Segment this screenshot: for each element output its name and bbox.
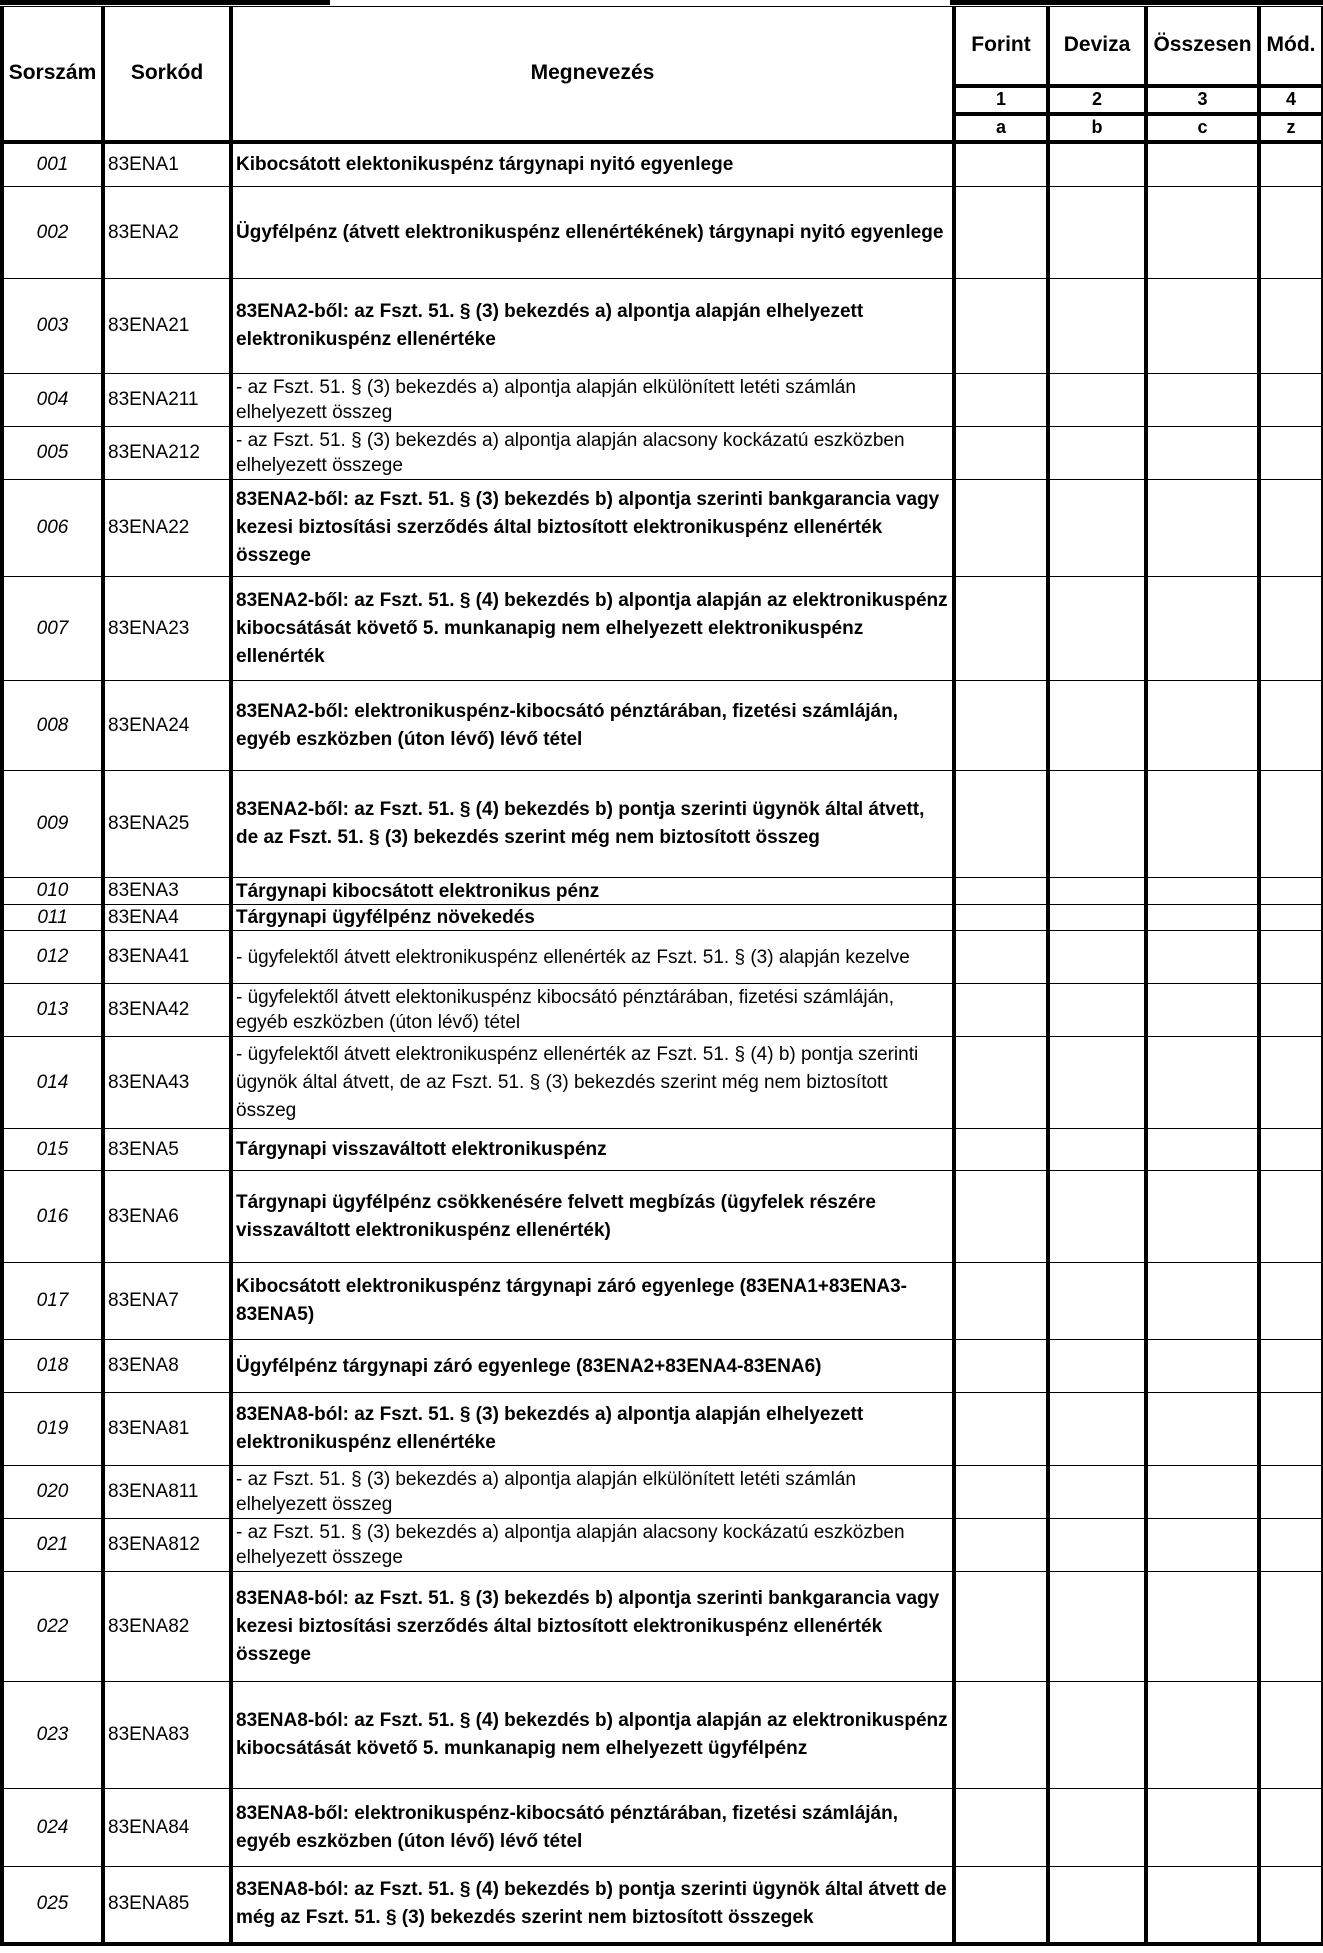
value-cell-osszesen[interactable]: [1146, 1393, 1259, 1466]
col-letter-z: z: [1259, 114, 1323, 142]
value-cell-deviza[interactable]: [1048, 1263, 1146, 1340]
value-cell-deviza[interactable]: [1048, 878, 1146, 905]
value-cell-osszesen[interactable]: [1146, 681, 1259, 771]
value-cell-mod[interactable]: [1259, 1519, 1323, 1572]
value-cell-osszesen[interactable]: [1146, 1340, 1259, 1393]
row-sorkod: 83ENA22: [103, 480, 231, 577]
value-cell-mod[interactable]: [1259, 681, 1323, 771]
value-cell-deviza[interactable]: [1048, 1789, 1146, 1867]
top-border: [950, 0, 1323, 5]
value-cell-deviza[interactable]: [1048, 905, 1146, 931]
value-cell-forint[interactable]: [954, 878, 1048, 905]
row-sorszam: 007: [2, 577, 103, 681]
value-cell-forint[interactable]: [954, 1789, 1048, 1867]
row-megnevezes: Tárgynapi kibocsátott elektronikus pénz: [231, 878, 954, 905]
row-megnevezes: 83ENA8-ból: az Fszt. 51. § (4) bekezdés b) alpontja alapján az elektronikuspénz kibocsátását követő 5. munkanapig nem elhelyezett ügyfélpénz: [231, 1682, 954, 1789]
row-sorszam: 012: [2, 931, 103, 984]
col-number-1: 1: [954, 86, 1048, 114]
value-cell-mod[interactable]: [1259, 1867, 1323, 1944]
row-megnevezes: - az Fszt. 51. § (3) bekezdés a) alpontja alapján alacsony kockázatú eszközben elhelyezett összege: [231, 427, 954, 480]
row-megnevezes: Ügyfélpénz (átvett elektronikuspénz ellenértékének) tárgynapi nyitó egyenlege: [231, 187, 954, 279]
value-cell-deviza[interactable]: [1048, 1129, 1146, 1171]
value-cell-mod[interactable]: [1259, 1789, 1323, 1867]
value-cell-mod[interactable]: [1259, 1393, 1323, 1466]
table-row: [2, 142, 1323, 187]
row-megnevezes: - ügyfelektől átvett elektronikuspénz ellenérték az Fszt. 51. § (3) alapján kezelve: [231, 931, 954, 984]
row-sorkod: 83ENA212: [103, 427, 231, 480]
value-cell-forint[interactable]: [954, 374, 1048, 427]
row-sorszam: 013: [2, 984, 103, 1037]
value-cell-forint[interactable]: [954, 187, 1048, 279]
value-cell-mod[interactable]: [1259, 187, 1323, 279]
value-cell-forint[interactable]: [954, 1129, 1048, 1171]
row-megnevezes: - ügyfelektől átvett elektronikuspénz ellenérték az Fszt. 51. § (4) b) pontja szerinti ügynök által átvett, de az Fszt. 51. § (3) bekezdés szerint még nem biztosított összeg: [231, 1037, 954, 1129]
value-cell-deviza[interactable]: [1048, 427, 1146, 480]
row-megnevezes: Kibocsátott elektonikuspénz tárgynapi nyitó egyenlege: [231, 142, 954, 187]
value-cell-deviza[interactable]: [1048, 1171, 1146, 1263]
row-sorszam: 023: [2, 1682, 103, 1789]
row-sorszam: 016: [2, 1171, 103, 1263]
row-sorszam: 021: [2, 1519, 103, 1572]
value-cell-osszesen[interactable]: [1146, 1867, 1259, 1944]
row-sorszam: 017: [2, 1263, 103, 1340]
value-cell-mod[interactable]: [1259, 1037, 1323, 1129]
value-cell-osszesen[interactable]: [1146, 374, 1259, 427]
value-cell-osszesen[interactable]: [1146, 1682, 1259, 1789]
table-row: [2, 279, 1323, 374]
table-row: [2, 771, 1323, 878]
report-table: [0, 6, 1323, 1946]
table-row: [2, 427, 1323, 480]
row-sorkod: 83ENA41: [103, 931, 231, 984]
col-letter-c: c: [1146, 114, 1259, 142]
value-cell-forint[interactable]: [954, 1340, 1048, 1393]
value-cell-deviza[interactable]: [1048, 984, 1146, 1037]
value-cell-mod[interactable]: [1259, 1682, 1323, 1789]
value-cell-deviza[interactable]: [1048, 279, 1146, 374]
table-row: [2, 187, 1323, 279]
table-row: [2, 1519, 1323, 1572]
row-sorszam: 011: [2, 905, 103, 931]
row-sorkod: 83ENA211: [103, 374, 231, 427]
row-sorkod: 83ENA82: [103, 1572, 231, 1682]
value-cell-deviza[interactable]: [1048, 771, 1146, 878]
table-row: [2, 1263, 1323, 1340]
row-megnevezes: 83ENA8-ból: az Fszt. 51. § (3) bekezdés b) alpontja szerinti bankgarancia vagy kezesi biztosítási szerződés által biztosított elektronikuspénz ellenérték összege: [231, 1572, 954, 1682]
value-cell-forint[interactable]: [954, 771, 1048, 878]
value-cell-osszesen[interactable]: [1146, 1129, 1259, 1171]
table-row: [2, 681, 1323, 771]
value-cell-forint[interactable]: [954, 427, 1048, 480]
row-megnevezes: - az Fszt. 51. § (3) bekezdés a) alpontja alapján alacsony kockázatú eszközben elhelyezett összege: [231, 1519, 954, 1572]
value-cell-osszesen[interactable]: [1146, 1466, 1259, 1519]
header-deviza: Deviza: [1048, 7, 1146, 86]
row-sorkod: 83ENA25: [103, 771, 231, 878]
row-sorkod: 83ENA42: [103, 984, 231, 1037]
row-megnevezes: 83ENA8-ból: az Fszt. 51. § (4) bekezdés b) pontja szerinti ügynök által átvett de még az Fszt. 51. § (3) bekezdés szerint nem biztosított összegek: [231, 1867, 954, 1944]
row-sorszam: 014: [2, 1037, 103, 1129]
row-sorkod: 83ENA812: [103, 1519, 231, 1572]
row-sorkod: 83ENA5: [103, 1129, 231, 1171]
row-megnevezes: 83ENA2-ből: elektronikuspénz-kibocsátó pénztárában, fizetési számláján, egyéb eszközben (úton lévő) lévő tétel: [231, 681, 954, 771]
row-sorszam: 015: [2, 1129, 103, 1171]
table-row: [2, 905, 1323, 931]
value-cell-mod[interactable]: [1259, 374, 1323, 427]
header-forint: Forint: [954, 7, 1048, 86]
value-cell-deviza[interactable]: [1048, 1572, 1146, 1682]
row-sorszam: 004: [2, 374, 103, 427]
value-cell-deviza[interactable]: [1048, 1466, 1146, 1519]
row-sorkod: 83ENA4: [103, 905, 231, 931]
row-sorkod: 83ENA7: [103, 1263, 231, 1340]
value-cell-forint[interactable]: [954, 984, 1048, 1037]
value-cell-osszesen[interactable]: [1146, 931, 1259, 984]
table-row: [2, 1789, 1323, 1867]
row-megnevezes: Tárgynapi ügyfélpénz csökkenésére felvett megbízás (ügyfelek részére visszaváltott elektronikuspénz ellenérték): [231, 1171, 954, 1263]
row-sorszam: 020: [2, 1466, 103, 1519]
table-row: [2, 1171, 1323, 1263]
table-row: [2, 1466, 1323, 1519]
table-row: [2, 1393, 1323, 1466]
value-cell-osszesen[interactable]: [1146, 142, 1259, 187]
value-cell-deviza[interactable]: [1048, 374, 1146, 427]
value-cell-mod[interactable]: [1259, 771, 1323, 878]
value-cell-osszesen[interactable]: [1146, 480, 1259, 577]
row-sorszam: 005: [2, 427, 103, 480]
row-megnevezes: 83ENA8-ból: az Fszt. 51. § (3) bekezdés a) alpontja alapján elhelyezett elektronikuspénz ellenértéke: [231, 1393, 954, 1466]
value-cell-mod[interactable]: [1259, 427, 1323, 480]
table-row: [2, 577, 1323, 681]
value-cell-osszesen[interactable]: [1146, 905, 1259, 931]
value-cell-forint[interactable]: [954, 142, 1048, 187]
header-mod: Mód.: [1259, 7, 1323, 86]
value-cell-forint[interactable]: [954, 1867, 1048, 1944]
value-cell-mod[interactable]: [1259, 878, 1323, 905]
col-number-3: 3: [1146, 86, 1259, 114]
value-cell-mod[interactable]: [1259, 577, 1323, 681]
row-sorkod: 83ENA3: [103, 878, 231, 905]
value-cell-forint[interactable]: [954, 1682, 1048, 1789]
table-row: [2, 931, 1323, 984]
value-cell-mod[interactable]: [1259, 984, 1323, 1037]
row-sorszam: 001: [2, 142, 103, 187]
value-cell-osszesen[interactable]: [1146, 1572, 1259, 1682]
col-letter-a: a: [954, 114, 1048, 142]
value-cell-osszesen[interactable]: [1146, 1519, 1259, 1572]
col-number-4: 4: [1259, 86, 1323, 114]
table-row: [2, 1037, 1323, 1129]
row-megnevezes: - az Fszt. 51. § (3) bekezdés a) alpontja alapján elkülönített letéti számlán elhelyezett összeg: [231, 1466, 954, 1519]
value-cell-osszesen[interactable]: [1146, 771, 1259, 878]
value-cell-deviza[interactable]: [1048, 1393, 1146, 1466]
table-row: [2, 878, 1323, 905]
row-sorszam: 010: [2, 878, 103, 905]
row-sorkod: 83ENA21: [103, 279, 231, 374]
value-cell-osszesen[interactable]: [1146, 187, 1259, 279]
value-cell-osszesen[interactable]: [1146, 1171, 1259, 1263]
row-sorkod: 83ENA84: [103, 1789, 231, 1867]
row-sorszam: 008: [2, 681, 103, 771]
row-megnevezes: 83ENA2-ből: az Fszt. 51. § (4) bekezdés b) pontja szerinti ügynök által átvett, de az Fszt. 51. § (3) bekezdés szerint még nem biztosított összeg: [231, 771, 954, 878]
value-cell-osszesen[interactable]: [1146, 1037, 1259, 1129]
row-sorkod: 83ENA23: [103, 577, 231, 681]
value-cell-forint[interactable]: [954, 1519, 1048, 1572]
value-cell-forint[interactable]: [954, 1393, 1048, 1466]
value-cell-mod[interactable]: [1259, 1171, 1323, 1263]
row-megnevezes: 83ENA2-ből: az Fszt. 51. § (3) bekezdés a) alpontja alapján elhelyezett elektronikuspénz ellenértéke: [231, 279, 954, 374]
value-cell-mod[interactable]: [1259, 279, 1323, 374]
table-row: [2, 374, 1323, 427]
value-cell-mod[interactable]: [1259, 1263, 1323, 1340]
header-sorszam: Sorszám: [2, 7, 103, 142]
value-cell-mod[interactable]: [1259, 905, 1323, 931]
value-cell-osszesen[interactable]: [1146, 427, 1259, 480]
value-cell-mod[interactable]: [1259, 1466, 1323, 1519]
value-cell-forint[interactable]: [954, 905, 1048, 931]
header-osszesen: Összesen: [1146, 7, 1259, 86]
value-cell-forint[interactable]: [954, 577, 1048, 681]
value-cell-forint[interactable]: [954, 480, 1048, 577]
row-sorszam: 019: [2, 1393, 103, 1466]
table-row: [2, 1867, 1323, 1944]
table-row: [2, 1340, 1323, 1393]
value-cell-deviza[interactable]: [1048, 1519, 1146, 1572]
table-row: [2, 984, 1323, 1037]
value-cell-forint[interactable]: [954, 1171, 1048, 1263]
row-megnevezes: Tárgynapi ügyfélpénz növekedés: [231, 905, 954, 931]
row-sorszam: 024: [2, 1789, 103, 1867]
row-sorkod: 83ENA1: [103, 142, 231, 187]
row-sorkod: 83ENA6: [103, 1171, 231, 1263]
value-cell-osszesen[interactable]: [1146, 279, 1259, 374]
row-megnevezes: Ügyfélpénz tárgynapi záró egyenlege (83ENA2+83ENA4-83ENA6): [231, 1340, 954, 1393]
value-cell-osszesen[interactable]: [1146, 878, 1259, 905]
value-cell-deviza[interactable]: [1048, 931, 1146, 984]
top-border: [0, 0, 330, 5]
value-cell-forint[interactable]: [954, 1037, 1048, 1129]
value-cell-forint[interactable]: [954, 1263, 1048, 1340]
row-sorszam: 002: [2, 187, 103, 279]
value-cell-deviza[interactable]: [1048, 577, 1146, 681]
row-sorkod: 83ENA85: [103, 1867, 231, 1944]
value-cell-deviza[interactable]: [1048, 187, 1146, 279]
row-sorszam: 018: [2, 1340, 103, 1393]
value-cell-deviza[interactable]: [1048, 1340, 1146, 1393]
value-cell-mod[interactable]: [1259, 931, 1323, 984]
value-cell-osszesen[interactable]: [1146, 1789, 1259, 1867]
row-sorszam: 006: [2, 480, 103, 577]
value-cell-deviza[interactable]: [1048, 142, 1146, 187]
value-cell-osszesen[interactable]: [1146, 1263, 1259, 1340]
row-megnevezes: 83ENA2-ből: az Fszt. 51. § (4) bekezdés b) alpontja alapján az elektronikuspénz kibocsátását követő 5. munkanapig nem elhelyezett elektronikuspénz ellenérték: [231, 577, 954, 681]
row-sorkod: 83ENA2: [103, 187, 231, 279]
value-cell-deviza[interactable]: [1048, 1037, 1146, 1129]
row-sorkod: 83ENA81: [103, 1393, 231, 1466]
row-sorszam: 025: [2, 1867, 103, 1944]
table-row: [2, 1572, 1323, 1682]
row-sorkod: 83ENA43: [103, 1037, 231, 1129]
row-megnevezes: Tárgynapi visszaváltott elektronikuspénz: [231, 1129, 954, 1171]
table-row: [2, 1682, 1323, 1789]
row-sorszam: 022: [2, 1572, 103, 1682]
value-cell-forint[interactable]: [954, 681, 1048, 771]
row-sorkod: 83ENA8: [103, 1340, 231, 1393]
value-cell-deviza[interactable]: [1048, 681, 1146, 771]
col-letter-b: b: [1048, 114, 1146, 142]
value-cell-deviza[interactable]: [1048, 480, 1146, 577]
value-cell-mod[interactable]: [1259, 142, 1323, 187]
row-megnevezes: 83ENA8-ből: elektronikuspénz-kibocsátó pénztárában, fizetési számláján, egyéb eszközben (úton lévő) lévő tétel: [231, 1789, 954, 1867]
value-cell-mod[interactable]: [1259, 1340, 1323, 1393]
row-megnevezes: 83ENA2-ből: az Fszt. 51. § (3) bekezdés b) alpontja szerinti bankgarancia vagy kezesi biztosítási szerződés által biztosított elektronikuspénz ellenérték összege: [231, 480, 954, 577]
row-sorkod: 83ENA24: [103, 681, 231, 771]
table-row: [2, 1129, 1323, 1171]
value-cell-deviza[interactable]: [1048, 1867, 1146, 1944]
row-megnevezes: - az Fszt. 51. § (3) bekezdés a) alpontja alapján elkülönített letéti számlán elhelyezett összeg: [231, 374, 954, 427]
value-cell-mod[interactable]: [1259, 1129, 1323, 1171]
row-megnevezes: - ügyfelektől átvett elektonikuspénz kibocsátó pénztárában, fizetési számláján, egyéb eszközben (úton lévő) tétel: [231, 984, 954, 1037]
row-sorszam: 009: [2, 771, 103, 878]
value-cell-osszesen[interactable]: [1146, 577, 1259, 681]
value-cell-forint[interactable]: [954, 1466, 1048, 1519]
value-cell-forint[interactable]: [954, 1572, 1048, 1682]
value-cell-deviza[interactable]: [1048, 1682, 1146, 1789]
value-cell-mod[interactable]: [1259, 480, 1323, 577]
value-cell-osszesen[interactable]: [1146, 984, 1259, 1037]
header-megnevezes: Megnevezés: [231, 7, 954, 142]
row-sorkod: 83ENA83: [103, 1682, 231, 1789]
row-megnevezes: Kibocsátott elektronikuspénz tárgynapi záró egyenlege (83ENA1+83ENA3-83ENA5): [231, 1263, 954, 1340]
value-cell-forint[interactable]: [954, 931, 1048, 984]
row-sorkod: 83ENA811: [103, 1466, 231, 1519]
value-cell-forint[interactable]: [954, 279, 1048, 374]
header-sorkod: Sorkód: [103, 7, 231, 142]
row-sorszam: 003: [2, 279, 103, 374]
col-number-2: 2: [1048, 86, 1146, 114]
table-body: [2, 142, 1323, 1944]
value-cell-mod[interactable]: [1259, 1572, 1323, 1682]
table-row: [2, 480, 1323, 577]
